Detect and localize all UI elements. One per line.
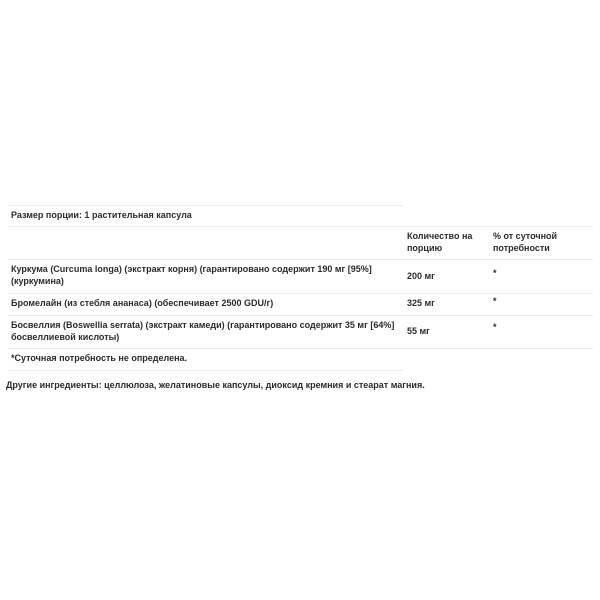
ingredient-dv: * <box>493 268 497 278</box>
ingredient-name: Бромелайн (из стебля ананаса) (обеспечивает 2500 GDU/г) <box>11 298 274 308</box>
header-amount: Количество на порцию <box>407 231 473 253</box>
divider <box>8 259 593 260</box>
footnote: *Суточная потребность не определена. <box>11 353 188 363</box>
ingredient-dv: * <box>493 296 497 306</box>
serving-size: Размер порции: 1 растительная капсула <box>11 210 192 220</box>
ingredient-dv: * <box>493 322 497 332</box>
divider <box>8 226 593 227</box>
other-ingredients: Другие ингредиенты: целлюлоза, желатиновые капсулы, диоксид кремния и стеарат магния. <box>6 380 425 390</box>
ingredient-name: Босвеллия (Boswellia serrata) (экстракт камеди) (гарантировано содержит 35 мг [64%] босвеллиевой кислоты) <box>11 320 395 342</box>
divider <box>8 205 403 206</box>
ingredient-amount: 200 мг <box>407 271 435 281</box>
divider <box>8 370 403 371</box>
ingredient-amount: 55 мг <box>407 326 430 336</box>
divider <box>8 348 593 349</box>
header-daily-value: % от суточной потребности <box>493 231 558 253</box>
ingredient-amount: 325 мг <box>407 298 435 308</box>
divider <box>8 293 593 294</box>
divider <box>8 315 593 316</box>
ingredient-name: Куркума (Curcuma longa) (экстракт корня) (гарантировано содержит 190 мг [95%] (куркумина) <box>11 264 372 286</box>
